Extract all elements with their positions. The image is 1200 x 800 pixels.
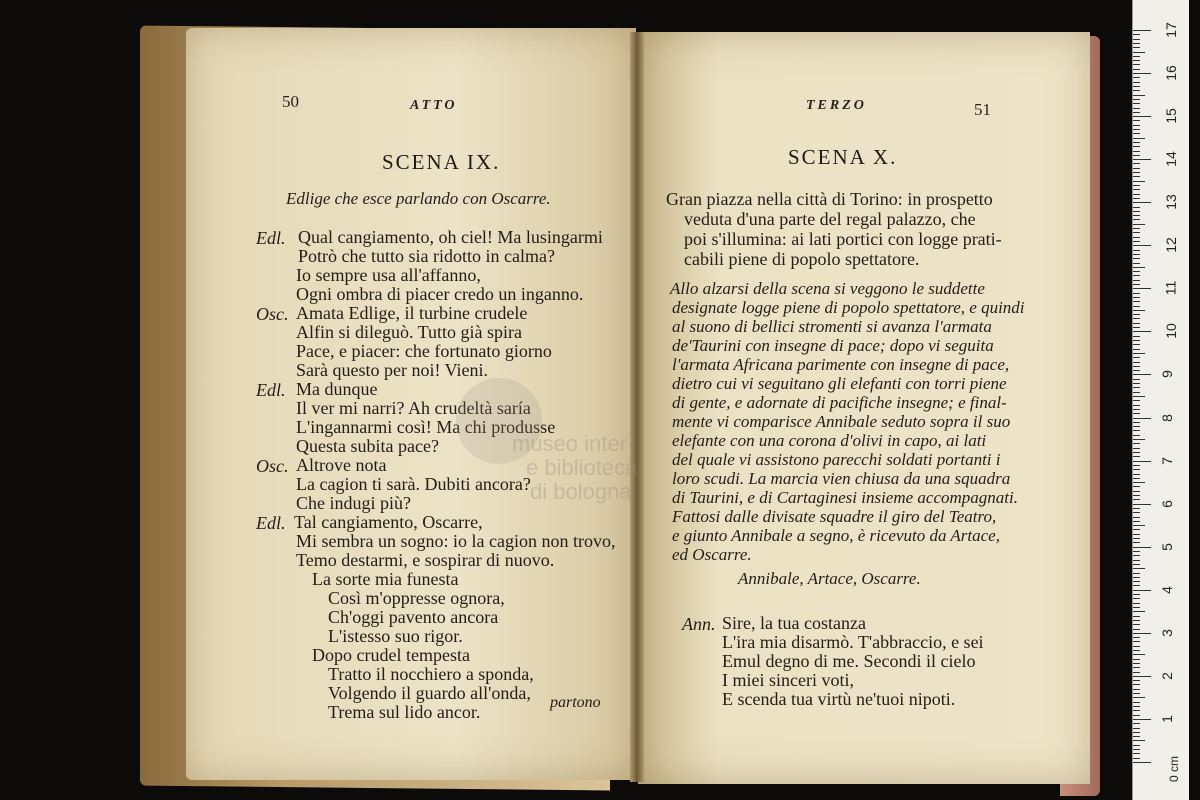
ruler-tick (1133, 702, 1140, 703)
dialogue-line: Così m'oppresse ognora, (328, 588, 505, 608)
setting-line: poi s'illumina: ai lati portici con logge prati- (684, 229, 1002, 249)
dialogue-line: L'ira mia disarmò. T'abbraccio, e sei (722, 632, 984, 652)
ruler-tick (1133, 762, 1151, 763)
ruler-tick (1133, 676, 1151, 677)
ruler-tick (1133, 30, 1151, 31)
right-characters: Annibale, Artace, Oscarre. (738, 569, 921, 588)
ruler-tick (1133, 327, 1140, 328)
ruler-tick (1133, 129, 1140, 130)
ruler-tick (1133, 125, 1140, 126)
right-scene-title: SCENA X. (788, 145, 898, 169)
ruler-tick (1133, 663, 1140, 664)
action-line: Allo alzarsi della scena si veggono le suddette (670, 279, 985, 298)
ruler-number: 10 (1162, 323, 1179, 340)
ruler-tick (1133, 293, 1140, 294)
ruler-tick (1133, 241, 1140, 242)
ruler-tick (1133, 749, 1140, 750)
ruler-tick (1133, 616, 1140, 617)
ruler-tick (1133, 577, 1140, 578)
ruler-tick (1133, 585, 1140, 586)
ruler-tick (1133, 715, 1140, 716)
action-line: Fattosi dalle divisate squadre il giro del Teatro, (672, 507, 997, 526)
ruler-tick (1133, 753, 1140, 754)
dialogue-line: Amata Edlige, il turbine crudele (296, 303, 528, 323)
dialogue-line: Emul degno di me. Secondi il cielo (722, 651, 976, 671)
ruler-tick (1133, 392, 1140, 393)
ruler-tick (1133, 120, 1140, 121)
ruler-tick (1133, 211, 1140, 212)
ruler-tick (1133, 465, 1140, 466)
ruler-tick (1133, 323, 1140, 324)
ruler-tick (1133, 271, 1140, 272)
ruler-tick (1133, 172, 1140, 173)
action-line: e giunto Annibale a segno, è ricevuto da Artace, (672, 526, 1000, 545)
speaker-label: Edl. (256, 513, 286, 533)
ruler-tick (1133, 301, 1140, 302)
ruler-tick (1133, 254, 1140, 255)
ruler-tick (1133, 207, 1140, 208)
ruler-tick (1133, 474, 1140, 475)
dialogue-line: Temo destarmi, e sospirar di nuovo. (296, 550, 555, 570)
dialogue-line: L'istesso suo rigor. (328, 626, 463, 646)
ruler-number: 4 (1158, 585, 1175, 594)
ruler-tick (1133, 435, 1140, 436)
dialogue-line: Questa subita pace? (296, 436, 439, 456)
ruler-tick (1133, 719, 1151, 720)
ruler-tick (1133, 336, 1140, 337)
ruler-tick (1133, 568, 1145, 569)
ruler-tick (1133, 163, 1140, 164)
ruler-tick (1133, 90, 1140, 91)
ruler-tick (1133, 654, 1145, 655)
ruler-tick (1133, 379, 1140, 380)
action-line: de'Taurini con insegne di pace; dopo vi seguita (672, 336, 994, 355)
left-stage-direction: Edlige che esce parlando con Oscarre. (286, 189, 551, 208)
setting-line: veduta d'una parte del regal palazzo, che (684, 209, 976, 229)
ruler-tick (1133, 659, 1140, 660)
ruler-tick (1133, 491, 1140, 492)
ruler-tick (1133, 594, 1140, 595)
ruler-tick (1133, 418, 1151, 419)
dialogue-line: I miei sinceri voti, (722, 670, 854, 690)
action-line: loro scudi. La marcia vien chiusa da una squadra (672, 469, 1011, 488)
watermark-line: e biblioteca (526, 455, 638, 480)
ruler-tick (1133, 344, 1140, 345)
ruler-tick (1133, 598, 1140, 599)
ruler-tick (1133, 680, 1140, 681)
ruler-tick (1133, 732, 1140, 733)
action-line: di gente, e adornate di pacifiche insegne; e final- (672, 393, 1007, 412)
ruler-tick (1133, 573, 1140, 574)
ruler-tick (1133, 215, 1140, 216)
dialogue-line: La cagion ti sarà. Dubiti ancora? (296, 474, 531, 494)
ruler-number: 16 (1162, 65, 1179, 81)
ruler-tick (1133, 693, 1140, 694)
speaker-label: Osc. (256, 456, 289, 476)
left-running-head: ATTO (410, 98, 458, 113)
ruler-number: 2 (1158, 671, 1175, 680)
ruler-tick (1133, 611, 1145, 612)
action-line: dietro cui vi seguitano gli elefanti con torri piene (672, 374, 1007, 393)
ruler-number: 17 (1162, 22, 1179, 38)
dialogue-line: Qual cangiamento, oh ciel! Ma lusingarmi (298, 227, 603, 247)
ruler-number: 13 (1162, 194, 1179, 211)
ruler-tick (1133, 525, 1145, 526)
ruler-tick (1133, 56, 1140, 57)
ruler-tick (1133, 405, 1140, 406)
setting-line: cabili piene di popolo spettatore. (684, 249, 920, 269)
ruler-tick (1133, 275, 1140, 276)
ruler-tick (1133, 560, 1140, 561)
ruler-tick (1133, 318, 1140, 319)
ruler-tick (1133, 176, 1140, 177)
ruler-tick (1133, 413, 1140, 414)
speaker-label: Ann. (682, 614, 716, 634)
ruler-tick (1133, 461, 1151, 462)
ruler-tick (1133, 723, 1140, 724)
ruler-tick (1133, 64, 1140, 65)
action-line: l'armata Africana parimente con insegne di pace, (672, 355, 1010, 374)
ruler-tick (1133, 168, 1140, 169)
ruler-tick (1133, 353, 1145, 354)
ruler-tick (1133, 69, 1140, 70)
ruler-tick (1133, 349, 1140, 350)
ruler-tick (1133, 521, 1140, 522)
ruler-tick (1133, 159, 1151, 160)
ruler-tick (1133, 52, 1145, 53)
ruler-tick (1133, 189, 1140, 190)
ruler-tick (1133, 306, 1140, 307)
ruler-tick (1133, 60, 1140, 61)
ruler-tick (1133, 400, 1140, 401)
ruler-number: 11 (1162, 281, 1179, 296)
dialogue-line: Ma dunque (296, 379, 378, 399)
left-scene-title: SCENA IX. (382, 150, 501, 174)
dialogue-line: Ogni ombra di piacer credo un inganno. (296, 284, 584, 304)
ruler-number: 14 (1162, 151, 1179, 167)
ruler-tick (1133, 551, 1140, 552)
ruler-number: 7 (1158, 456, 1175, 465)
ruler-tick (1133, 151, 1140, 152)
ruler-tick (1133, 538, 1140, 539)
ruler-tick (1133, 396, 1145, 397)
action-line: mente vi comparisce Annibale seduto sopra il suo (672, 412, 1011, 431)
ruler-number: 12 (1162, 237, 1179, 254)
watermark-line: museo inter (512, 431, 627, 456)
ruler-tick (1133, 237, 1140, 238)
ruler-tick (1133, 637, 1140, 638)
ruler-number: 1 (1158, 715, 1175, 723)
ruler-tick (1133, 383, 1140, 384)
ruler-tick (1133, 288, 1151, 289)
ruler-tick (1133, 448, 1140, 449)
ruler-tick (1133, 245, 1151, 246)
ruler-tick (1133, 310, 1145, 311)
dialogue-line: Il ver mi narri? Ah crudeltà saría (296, 398, 531, 418)
dialogue-line: Potrò che tutto sia ridotto in calma? (298, 246, 555, 266)
ruler-tick (1133, 39, 1140, 40)
ruler-tick (1133, 547, 1151, 548)
ruler-tick (1133, 512, 1140, 513)
ruler-tick (1133, 534, 1140, 535)
ruler-tick (1133, 82, 1140, 83)
ruler-tick (1133, 138, 1145, 139)
ruler-tick (1133, 258, 1140, 259)
ruler-tick (1133, 728, 1140, 729)
ruler-tick (1133, 504, 1151, 505)
ruler-tick (1133, 555, 1140, 556)
ruler-tick (1133, 155, 1140, 156)
ruler-tick (1133, 263, 1140, 264)
speaker-label: Edl. (256, 380, 286, 400)
ruler-tick (1133, 745, 1140, 746)
dialogue-line: Trema sul lido ancor. (328, 702, 481, 722)
ruler-tick (1133, 478, 1140, 479)
ruler-tick (1133, 426, 1140, 427)
dialogue-line: Dopo crudel tempesta (312, 645, 470, 665)
ruler-tick (1133, 486, 1140, 487)
ruler-number: 3 (1158, 628, 1175, 637)
ruler-tick (1133, 581, 1140, 582)
ruler-tick (1133, 86, 1140, 87)
ruler-tick (1133, 456, 1140, 457)
ruler-tick (1133, 736, 1140, 737)
dialogue-line: Tal cangiamento, Oscarre, (294, 512, 483, 532)
ruler-tick (1133, 495, 1140, 496)
ruler-tick (1133, 529, 1140, 530)
ruler-tick (1133, 133, 1140, 134)
dialogue-line: Volgendo il guardo all'onda, (328, 683, 531, 703)
ruler-tick (1133, 142, 1140, 143)
ruler-tick (1133, 284, 1140, 285)
ruler-tick (1133, 758, 1140, 759)
ruler-tick (1133, 34, 1140, 35)
ruler-tick (1133, 280, 1140, 281)
ruler-number: 9 (1158, 370, 1175, 379)
ruler-tick (1133, 697, 1145, 698)
left-page-number: 50 (282, 92, 299, 111)
ruler-tick (1133, 508, 1140, 509)
action-line: al suono di bellici stromenti si avanza l'armata (672, 317, 992, 336)
ruler-tick (1133, 103, 1140, 104)
dialogue-line: Sarà questo per noi! Vieni. (296, 360, 489, 380)
ruler-tick (1133, 542, 1140, 543)
ruler-tick (1133, 482, 1145, 483)
ruler-tick (1133, 672, 1140, 673)
action-line: ed Oscarre. (672, 545, 752, 564)
ruler-tick (1133, 181, 1145, 182)
setting-line: Gran piazza nella città di Torino: in prospetto (666, 189, 993, 209)
watermark-text (512, 432, 637, 504)
ruler-tick (1133, 689, 1140, 690)
ruler-tick (1133, 564, 1140, 565)
dialogue-line: E scenda tua virtù ne'tuoi nipoti. (722, 689, 956, 709)
ruler-tick (1133, 430, 1140, 431)
dialogue-line: Pace, e piacer: che fortunato giorno (296, 341, 552, 361)
ruler-tick (1133, 740, 1145, 741)
dialogue-line: La sorte mia funesta (312, 569, 459, 589)
ruler-tick (1133, 443, 1140, 444)
measurement-ruler (1132, 0, 1189, 800)
ruler-tick (1133, 314, 1140, 315)
action-line: di Taurini, e di Cartaginesi insieme accompagnati. (672, 488, 1018, 507)
ruler-number: 8 (1158, 413, 1175, 422)
left-exit-direction: partono (550, 694, 601, 711)
speaker-label: Edl. (256, 228, 286, 248)
action-line: del quale vi assistono parecchi soldati portanti i (672, 450, 1001, 469)
ruler-tick (1133, 146, 1140, 147)
ruler-tick (1133, 362, 1140, 363)
ruler-unit-label: 0 cm (1167, 755, 1182, 783)
ruler-tick (1133, 198, 1140, 199)
ruler-tick (1133, 357, 1140, 358)
ruler-number: 5 (1158, 542, 1175, 551)
ruler-tick (1133, 409, 1140, 410)
ruler-number: 15 (1162, 108, 1179, 124)
ruler-tick (1133, 452, 1140, 453)
ruler-tick (1133, 374, 1151, 375)
ruler-tick (1133, 185, 1140, 186)
ruler-tick (1133, 499, 1140, 500)
ruler-tick (1133, 370, 1140, 371)
dialogue-line: Io sempre usa all'affanno, (296, 265, 481, 285)
ruler-tick (1133, 202, 1151, 203)
dialogue-line: Mi sembra un sogno: io la cagion non trovo, (296, 531, 616, 551)
ruler-tick (1133, 646, 1140, 647)
dialogue-line: Che indugi più? (296, 493, 411, 513)
ruler-tick (1133, 667, 1140, 668)
ruler-number: 6 (1158, 499, 1175, 508)
ruler-tick (1133, 77, 1140, 78)
ruler-tick (1133, 340, 1140, 341)
ruler-tick (1133, 194, 1140, 195)
watermark-line: di bologna (530, 479, 632, 504)
ruler-tick (1133, 232, 1140, 233)
dialogue-line: Sire, la tua costanza (722, 613, 866, 633)
ruler-tick (1133, 47, 1140, 48)
ruler-tick (1133, 331, 1151, 332)
ruler-tick (1133, 95, 1145, 96)
ruler-tick (1133, 590, 1151, 591)
dialogue-line: Altrove nota (296, 455, 387, 475)
ruler-tick (1133, 603, 1140, 604)
ruler-tick (1133, 684, 1140, 685)
action-line: designate logge piene di popolo spettatore, e quindi (672, 298, 1025, 317)
ruler-tick (1133, 624, 1140, 625)
ruler-tick (1133, 73, 1151, 74)
ruler-tick (1133, 297, 1140, 298)
speaker-label: Osc. (256, 304, 289, 324)
ruler-tick (1133, 439, 1145, 440)
ruler-tick (1133, 250, 1140, 251)
ruler-tick (1133, 469, 1140, 470)
ruler-tick (1133, 108, 1140, 109)
ruler-tick (1133, 366, 1140, 367)
right-page-number: 51 (974, 100, 991, 119)
ruler-tick (1133, 43, 1140, 44)
ruler-tick (1133, 633, 1151, 634)
dialogue-line: Ch'oggi pavento ancora (328, 607, 499, 627)
ruler-tick (1133, 387, 1140, 388)
action-line: elefante con una corona d'olivi in capo, ai lati (672, 431, 987, 450)
ruler-tick (1133, 224, 1145, 225)
ruler-tick (1133, 629, 1140, 630)
ruler-tick (1133, 517, 1140, 518)
book-gutter (630, 32, 644, 782)
ruler-tick (1133, 710, 1140, 711)
ruler-tick (1133, 641, 1140, 642)
ruler-tick (1133, 228, 1140, 229)
right-running-head: TERZO (806, 98, 867, 113)
ruler-tick (1133, 267, 1145, 268)
dialogue-line: Tratto il nocchiero a sponda, (328, 664, 534, 684)
dialogue-line: L'ingannarmi così! Ma chi produsse (296, 417, 556, 437)
ruler-tick (1133, 706, 1140, 707)
ruler-tick (1133, 99, 1140, 100)
dialogue-line: Alfin si dileguò. Tutto già spira (296, 322, 523, 342)
ruler-tick (1133, 620, 1140, 621)
ruler-tick (1133, 607, 1140, 608)
ruler-tick (1133, 650, 1140, 651)
ruler-tick (1133, 422, 1140, 423)
ruler-tick (1133, 112, 1140, 113)
ruler-tick (1133, 219, 1140, 220)
ruler-tick (1133, 116, 1151, 117)
